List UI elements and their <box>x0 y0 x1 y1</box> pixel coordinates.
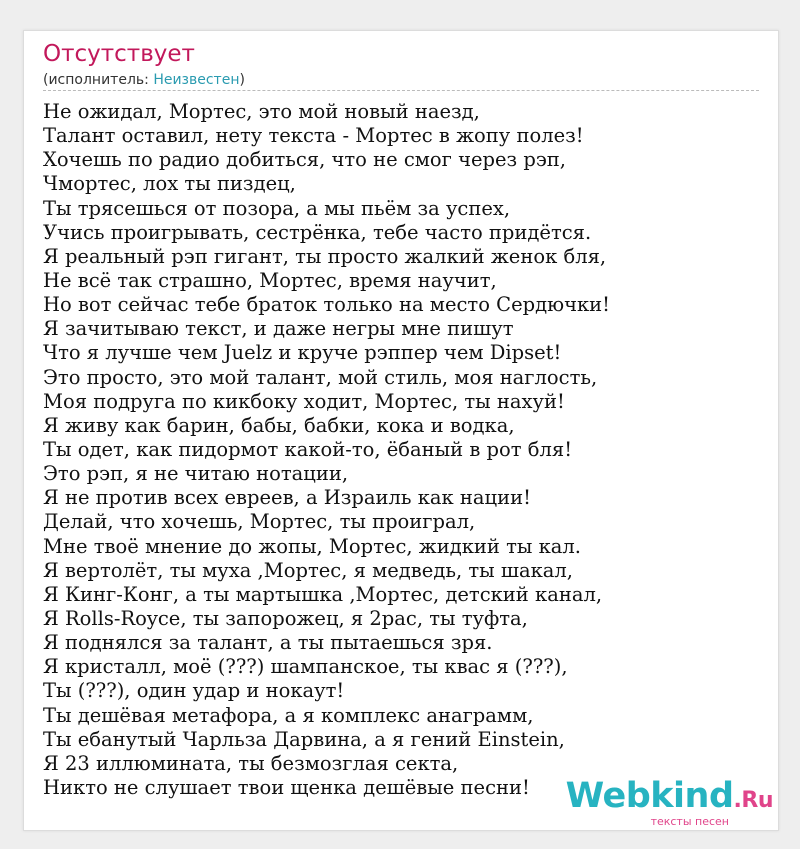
artist-suffix: ) <box>239 72 245 88</box>
logo-suffix: .Ru <box>733 788 773 813</box>
lyric-line: Моя подруга по кикбоку ходит, Мортес, ты нахуй! <box>43 389 565 413</box>
lyric-line: Ты дешёвая метафора, а я комплекс анаграмм, <box>43 703 534 727</box>
lyric-line: Я реальный рэп гигант, ты просто жалкий женок бля, <box>43 244 607 268</box>
lyric-line: Я поднялся за талант, а ты пытаешься зря. <box>43 631 493 655</box>
lyric-line: Я не против всех евреев, а Израиль как нации! <box>43 486 531 510</box>
divider <box>43 90 759 91</box>
lyric-line: Ты ебанутый Чарльза Дарвина, а я гений Einstein, <box>43 727 565 751</box>
lyric-line: Это рэп, я не читаю нотации, <box>43 462 349 486</box>
lyric-line: Ты (???), один удар и нокаут! <box>43 679 345 703</box>
logo-wordmark <box>566 778 773 819</box>
lyric-line: Что я лучше чем Juelz и круче рэппер чем Dipset! <box>43 341 562 365</box>
lyric-line: Чмортес, лох ты пиздец, <box>43 172 296 196</box>
lyric-line: Талант оставил, нету текста - Мортес в жопу полез! <box>43 124 584 148</box>
lyric-line: Я 23 иллюмината, ты безмозглая секта, <box>43 751 459 775</box>
lyric-line: Я зачитываю текст, и даже негры мне пишут <box>43 317 514 341</box>
lyrics-card <box>23 30 779 831</box>
lyric-line: Я Rolls-Royce, ты запорожец, я 2рас, ты туфта, <box>43 606 528 630</box>
lyric-line: Я кристалл, моё (???) шампанское, ты квас я (???), <box>43 655 568 679</box>
song-title: Отсутствует <box>43 41 195 67</box>
lyric-line: Но вот сейчас тебе браток только на место Сердючки! <box>43 293 610 317</box>
lyric-line: Я живу как барин, бабы, бабки, кока и водка, <box>43 413 515 437</box>
lyric-line: Делай, что хочешь, Мортес, ты проиграл, <box>43 510 476 534</box>
artist-line <box>43 72 245 88</box>
lyric-line: Я Кинг-Конг, а ты мартышка ,Мортес, детский канал, <box>43 582 603 606</box>
lyric-line: Не всё так страшно, Мортес, время научит, <box>43 268 497 292</box>
lyric-line: Мне твоё мнение до жопы, Мортес, жидкий ты кал. <box>43 534 581 558</box>
lyric-line: Ты трясешься от позора, а мы пьём за успех, <box>43 196 511 220</box>
site-logo[interactable] <box>566 778 773 828</box>
logo-tagline: тексты песен <box>650 815 729 828</box>
lyric-line: Никто не слушает твои щенка дешёвые песни! <box>43 775 530 799</box>
lyric-line: Не ожидал, Мортес, это мой новый наезд, <box>43 100 480 123</box>
lyric-line: Учись проигрывать, сестрёнка, тебе часто придётся. <box>43 220 592 244</box>
lyrics-text <box>43 100 763 800</box>
artist-prefix: (исполнитель: <box>43 72 154 88</box>
lyric-line: Это просто, это мой талант, мой стиль, моя наглость, <box>43 365 598 389</box>
lyric-line: Ты одет, как пидормот какой-то, ёбаный в рот бля! <box>43 437 573 461</box>
lyric-line: Я вертолёт, ты муха ,Мортес, я медведь, ты шакал, <box>43 558 574 582</box>
artist-link[interactable]: Неизвестен <box>153 72 240 88</box>
logo-name: Webkind <box>565 776 734 816</box>
lyric-line: Хочешь по радио добиться, что не смог через рэп, <box>43 148 566 172</box>
